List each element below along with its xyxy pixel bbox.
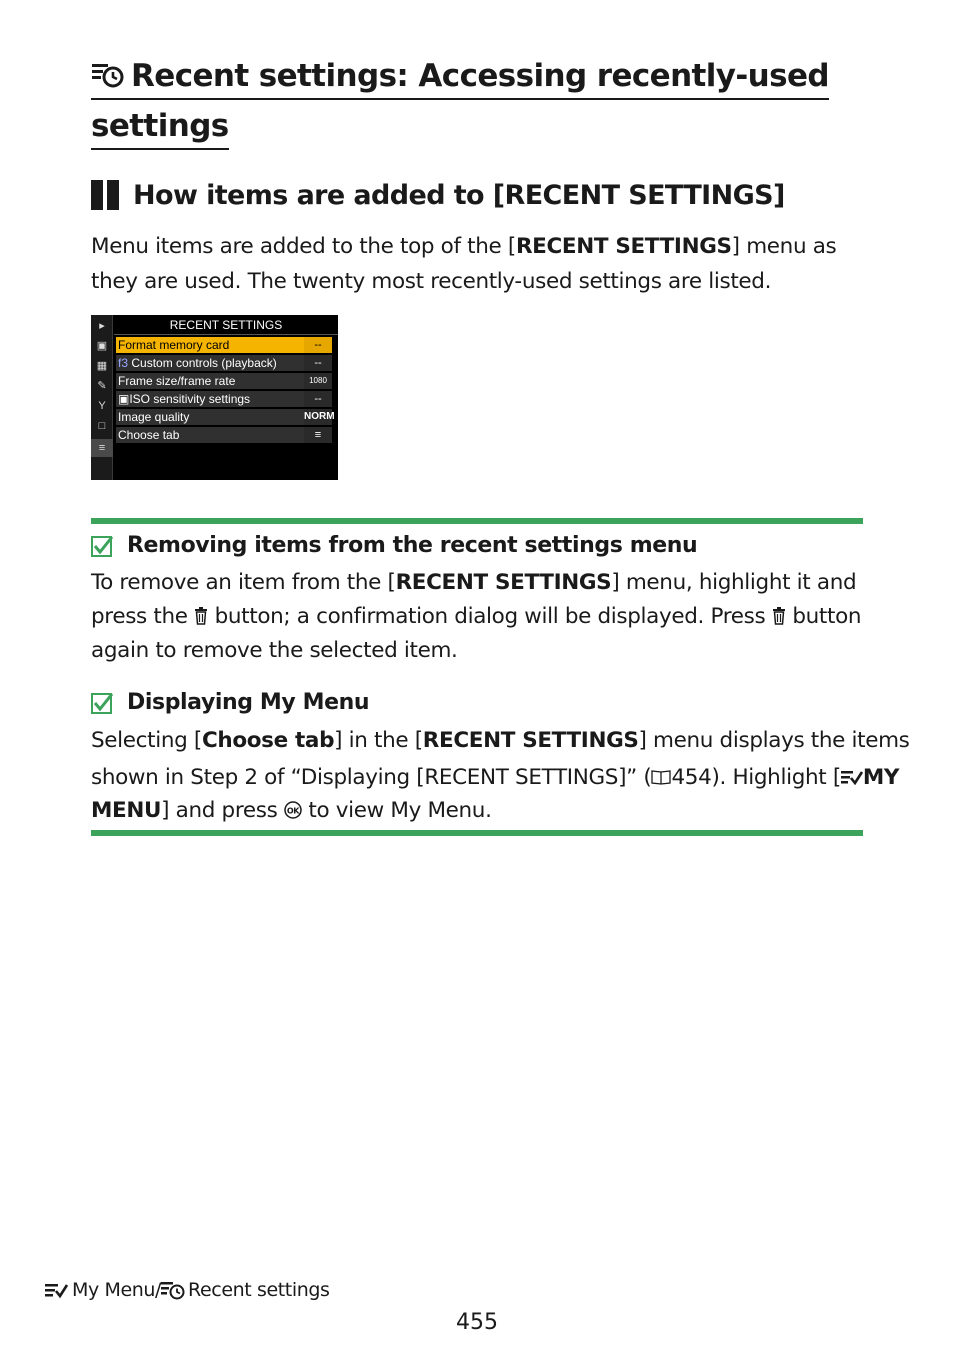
recent-settings-icon: ≡ [98,442,106,454]
playback-icon: ▸ [99,320,105,332]
my-menu-icon [45,1281,69,1299]
menu-row: ▣ISO sensitivity settings -- [116,391,332,407]
paragraph-line: press the button; a confirmation dialog will be displayed. Press button [91,604,862,629]
divider-top [91,518,863,524]
menu-header: RECENT SETTINGS [114,315,338,335]
paragraph-line: again to remove the selected item. [91,638,458,663]
menu-row: f3 Custom controls (playback) -- [116,355,332,371]
recent-settings-icon [161,1280,185,1300]
paragraph-line: shown in Step 2 of “Displaying [RECENT SETTINGS]” ( 454). Highlight [ MY [91,765,900,790]
paragraph-line: MENU] and press OK to view My Menu. [91,798,492,823]
trash-icon [194,607,208,625]
paragraph-line: Menu items are added to the top of the [RECENT SETTINGS] menu as [91,234,837,259]
wrench-icon: Y [98,400,106,412]
trash-icon [772,607,786,625]
pencil-icon: ✎ [97,380,107,392]
menu-row: Format memory card -- [116,337,332,353]
paragraph-line: To remove an item from the [RECENT SETTINGS] menu, highlight it and [91,570,857,595]
section-heading: How items are added to [RECENT SETTINGS] [91,178,785,212]
title-line-1: Recent settings: Accessing recently-used [131,58,830,94]
divider-bottom [91,830,863,836]
book-icon [651,769,671,785]
camera-icon: ▣ [96,340,108,352]
menu-row: Image quality NORM [118,410,335,424]
menu-row: Choose tab ≡ [116,427,332,443]
heading-bars-icon [91,180,119,210]
recent-settings-icon: ≡ [304,427,332,443]
paragraph-line: they are used. The twenty most recently-used settings are listed. [91,269,772,294]
footer-breadcrumb: My Menu/ Recent settings [45,1279,330,1301]
check-icon [91,535,113,557]
movie-icon: ▦ [96,360,108,372]
ok-button-icon [284,801,302,819]
page-title [91,52,851,150]
paragraph-line: Selecting [Choose tab] in the [RECENT SETTINGS] menu displays the items [91,728,910,753]
menu-row: Frame size/frame rate 1080 [116,373,332,389]
my-menu-icon [841,769,863,785]
recent-settings-icon [91,59,125,89]
check-icon [91,692,113,714]
svg-text:OK: OK [286,806,300,816]
retouch-icon: □ [98,420,106,432]
title-line-2: settings [91,106,229,150]
page-number: 455 [456,1310,498,1335]
note-heading: Removing items from the recent settings menu [91,533,697,558]
custom-setting-icon: f3 [118,356,129,370]
camera-menu-screenshot [91,315,338,480]
note-heading: Displaying My Menu [91,690,369,715]
camera-icon: ▣ [118,392,130,406]
menu-tab-sidebar [91,315,113,480]
